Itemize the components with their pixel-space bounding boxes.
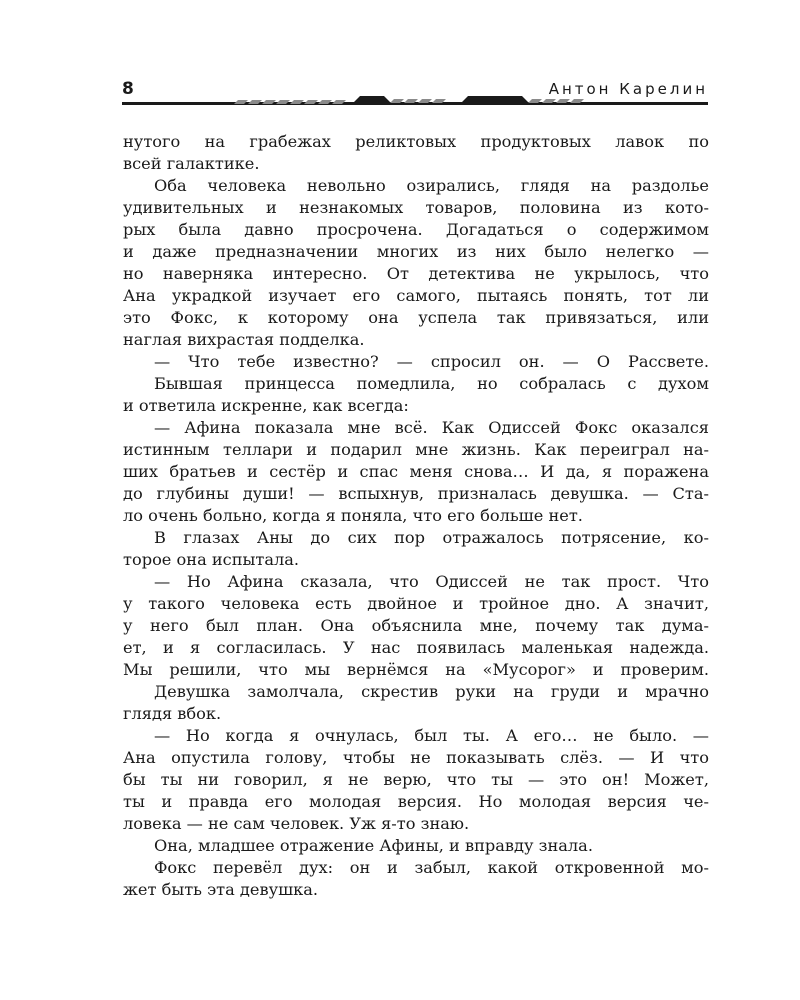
header-ornament: [122, 94, 708, 110]
text-line: Она, младшее отражение Афины, и вправду знала.: [154, 836, 593, 855]
text-line: удивительных и незнакомых товаров, половина из кото-: [123, 198, 709, 217]
text-line: истинным теллари и подарил мне жизнь. Как переиграл на-: [123, 440, 709, 459]
text-line: это Фокс, к которому она успела так привязаться, или: [123, 308, 709, 327]
text-line: Ана украдкой изучает его самого, пытаясь понять, тот ли: [123, 286, 709, 305]
text-line: и ответила искренне, как всегда:: [123, 396, 409, 415]
text-line: Мы решили, что мы вернёмся на «Мусорог» и проверим.: [123, 660, 709, 679]
text-line: Бывшая принцесса помедлила, но собралась с духом: [154, 374, 709, 393]
text-line: у такого человека есть двойное и тройное дно. А значит,: [123, 594, 709, 613]
text-line: В глазах Аны до сих пор отражалось потрясение, ко-: [154, 528, 709, 547]
text-line: ет, и я согласилась. У нас появилась маленькая надежда.: [123, 638, 709, 657]
text-line: нутого на грабежах реликтовых продуктовых лавок по: [123, 132, 709, 151]
text-line: — Но Афина сказала, что Одиссей не так прост. Что: [154, 572, 709, 591]
page-number: 8: [122, 79, 135, 99]
text-line: до глубины души! — вспыхнув, призналась девушка. — Ста-: [123, 484, 709, 503]
text-line: — Что тебе известно? — спросил он. — О Рассвете.: [154, 352, 709, 371]
chapter-text: [123, 131, 709, 901]
text-line: Фокс перевёл дух: он и забыл, какой откровенной мо-: [154, 858, 709, 877]
text-line: глядя вбок.: [123, 704, 222, 723]
text-line: рых была давно просрочена. Догадаться о содержимом: [123, 220, 709, 239]
text-line: бы ты ни говорил, я не верю, что ты — это он! Может,: [123, 770, 709, 789]
text-line: Ана опустила голову, чтобы не показывать слёз. — И что: [123, 748, 709, 767]
text-line: ловека — не сам человек. Уж я-то знаю.: [123, 814, 470, 833]
text-line: у него был план. Она объяснила мне, почему так дума-: [123, 616, 709, 635]
text-line: наглая вихрастая подделка.: [123, 330, 365, 349]
author-name: Антон Карелин: [548, 80, 708, 98]
text-line: — Но когда я очнулась, был ты. А его… не было. —: [154, 726, 709, 745]
text-line: ших братьев и сестёр и спас меня снова… И да, я поражена: [123, 462, 709, 481]
text-line: Девушка замолчала, скрестив руки на груди и мрачно: [154, 682, 709, 701]
text-line: всей галактике.: [123, 154, 260, 173]
text-line: — Афина показала мне всё. Как Одиссей Фокс оказался: [154, 418, 709, 437]
text-line: Оба человека невольно озирались, глядя на раздолье: [154, 176, 709, 195]
text-line: жет быть эта девушка.: [123, 880, 319, 899]
text-line: ло очень больно, когда я поняла, что его больше нет.: [123, 506, 583, 525]
text-line: но наверняка интересно. От детектива не укрылось, что: [123, 264, 709, 283]
running-head: [122, 80, 708, 110]
text-line: торое она испытала.: [123, 550, 300, 569]
text-line: ты и правда его молодая версия. Но молодая версия че-: [123, 792, 709, 811]
text-line: и даже предназначении многих из них было нелегко —: [123, 242, 709, 261]
